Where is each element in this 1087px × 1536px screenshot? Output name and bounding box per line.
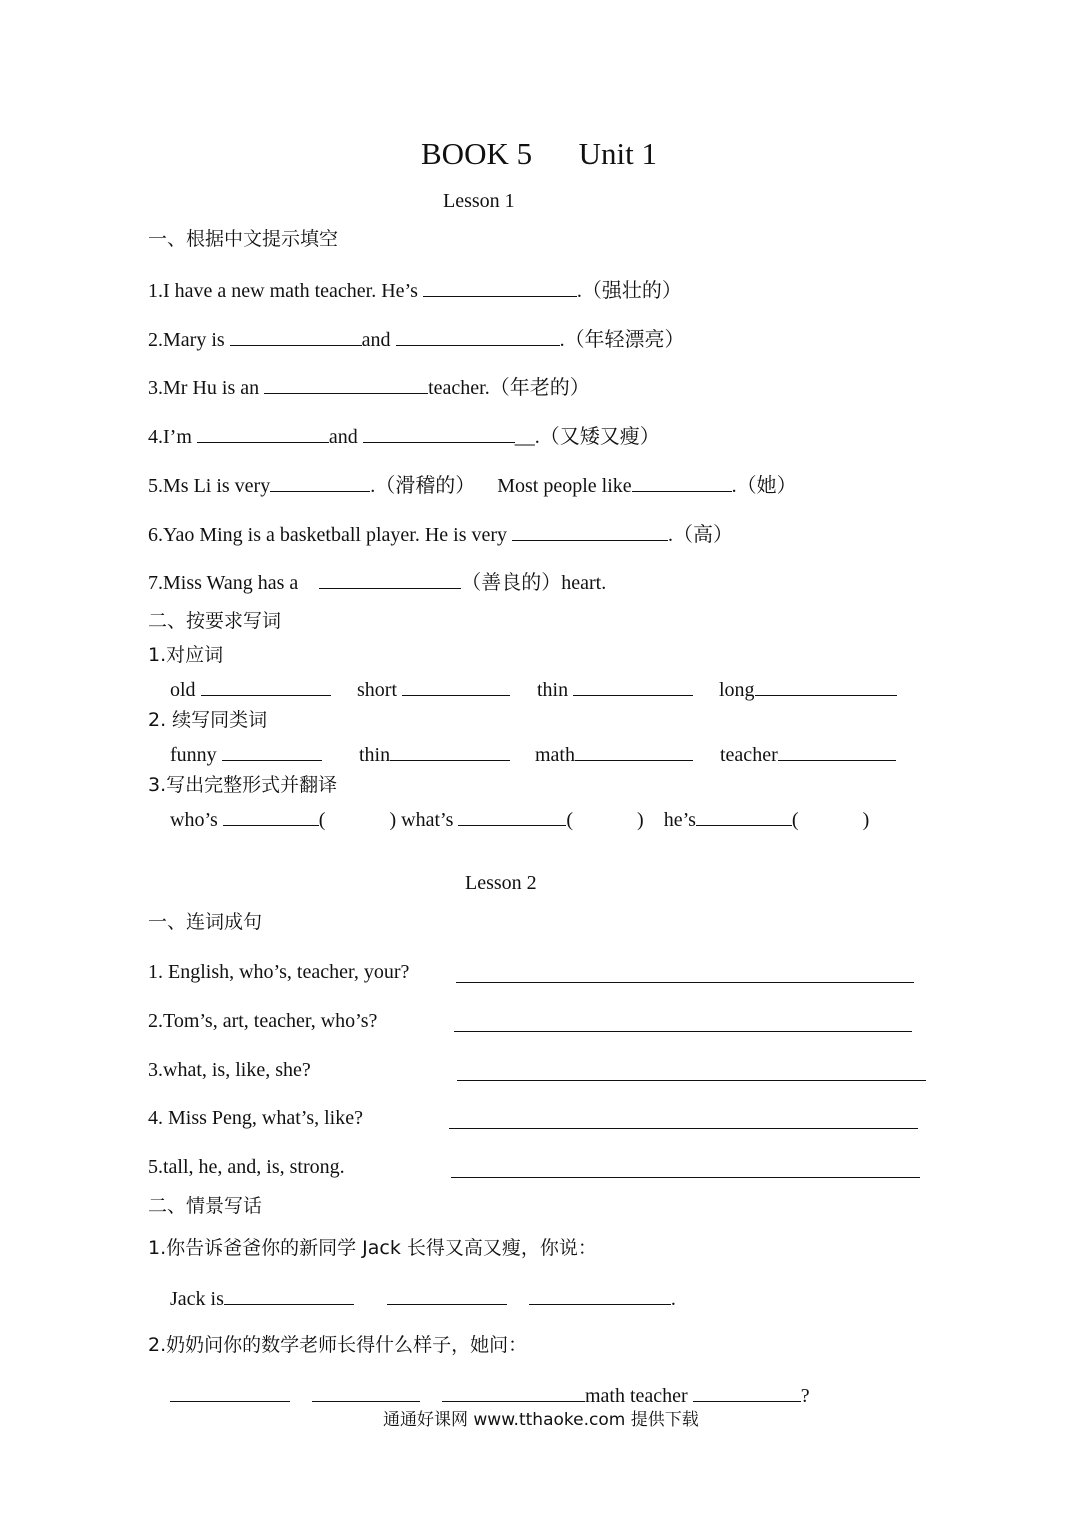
blank[interactable] xyxy=(423,280,577,297)
l1-s2-q1-row: long xyxy=(719,679,897,700)
l1-s2-q2-label: 2. 续写同类词 xyxy=(148,709,268,731)
answer-line[interactable] xyxy=(454,1015,912,1032)
blank[interactable] xyxy=(197,426,329,443)
lesson-1-heading: Lesson 1 xyxy=(443,190,515,212)
l2-s2-q1-answer: Jack is . xyxy=(170,1288,676,1310)
blank[interactable] xyxy=(573,679,693,696)
l2-s1-item-5: 5.tall, he, and, is, strong. xyxy=(148,1156,345,1178)
blank[interactable] xyxy=(396,329,560,346)
l2-section2-title: 二、情景写话 xyxy=(148,1195,263,1217)
blank[interactable] xyxy=(632,475,732,492)
blank[interactable] xyxy=(264,377,428,394)
l1-s1-item-7: 7.Miss Wang has a （善良的）heart. xyxy=(148,572,607,594)
l1-section1-title: 一、根据中文提示填空 xyxy=(148,228,339,250)
blank[interactable] xyxy=(230,329,362,346)
l2-s2-q2-prompt: 2.奶奶问你的数学老师长得什么样子，她问： xyxy=(148,1334,528,1356)
blank[interactable] xyxy=(442,1385,585,1402)
answer-line[interactable] xyxy=(451,1161,920,1178)
l1-s1-item-4: 4.I’m and __.（又矮又瘦） xyxy=(148,426,660,448)
l1-s2-q2-row: funny xyxy=(170,744,322,765)
blank[interactable] xyxy=(170,1385,290,1402)
blank[interactable] xyxy=(270,475,370,492)
l1-s2-q1-row: short xyxy=(357,679,510,700)
blank[interactable] xyxy=(512,524,668,541)
blank[interactable] xyxy=(693,1385,801,1402)
blank[interactable] xyxy=(778,744,896,761)
lesson-2-heading: Lesson 2 xyxy=(465,872,537,894)
l1-s2-q2-row: math xyxy=(535,744,693,765)
l1-section2-title: 二、按要求写词 xyxy=(148,610,282,632)
blank[interactable] xyxy=(696,809,792,826)
l1-s1-item-6: 6.Yao Ming is a basketball player. He is very .（高） xyxy=(148,524,734,546)
blank[interactable] xyxy=(387,1288,507,1305)
l1-s2-q1-row: old xyxy=(170,679,331,700)
blank[interactable] xyxy=(755,679,897,696)
answer-line[interactable] xyxy=(457,1064,926,1081)
l1-s2-q3-row: who’s ( ) what’s ( ) he’s ( ) xyxy=(170,809,870,831)
blank[interactable] xyxy=(222,744,322,761)
answer-line[interactable] xyxy=(449,1112,918,1129)
blank[interactable] xyxy=(319,572,461,589)
l1-s2-q1-label: 1.对应词 xyxy=(148,644,224,666)
l1-s2-q2-row: teacher xyxy=(720,744,896,765)
blank[interactable] xyxy=(458,809,566,826)
blank[interactable] xyxy=(390,744,510,761)
l2-s1-item-3: 3.what, is, like, she? xyxy=(148,1059,311,1081)
page-title: BOOK 5 Unit 1 xyxy=(421,136,657,171)
l2-section1-title: 一、连词成句 xyxy=(148,911,263,933)
blank[interactable] xyxy=(223,809,319,826)
blank[interactable] xyxy=(201,679,331,696)
l1-s1-item-2: 2.Mary is and .（年轻漂亮） xyxy=(148,329,685,351)
l1-s2-q2-row: thin xyxy=(359,744,510,765)
l1-s1-item-3: 3.Mr Hu is an teacher.（年老的） xyxy=(148,377,590,399)
l1-s2-q1-row: thin xyxy=(537,679,693,700)
blank[interactable] xyxy=(224,1288,354,1305)
blank[interactable] xyxy=(402,679,510,696)
l2-s2-q1-prompt: 1.你告诉爸爸你的新同学 Jack 长得又高又瘦，你说： xyxy=(148,1237,597,1259)
l2-s1-item-2: 2.Tom’s, art, teacher, who’s? xyxy=(148,1010,378,1032)
footer-text: 通通好课网 www.tthaoke.com 提供下载 xyxy=(383,1410,699,1430)
blank[interactable] xyxy=(363,426,515,443)
l2-s1-item-1: 1. English, who’s, teacher, your? xyxy=(148,961,410,983)
blank[interactable] xyxy=(312,1385,420,1402)
l1-s2-q3-label: 3.写出完整形式并翻译 xyxy=(148,774,338,796)
l2-s2-q2-answer: math teacher ? xyxy=(170,1385,810,1406)
l1-s1-item-5: 5.Ms Li is very .（滑稽的） Most people like .（她） xyxy=(148,475,797,497)
l1-s1-item-1: 1.I have a new math teacher. He’s .（强壮的） xyxy=(148,280,682,302)
answer-line[interactable] xyxy=(456,966,914,983)
blank[interactable] xyxy=(529,1288,671,1305)
l2-s1-item-4: 4. Miss Peng, what’s, like? xyxy=(148,1107,363,1129)
blank[interactable] xyxy=(575,744,693,761)
